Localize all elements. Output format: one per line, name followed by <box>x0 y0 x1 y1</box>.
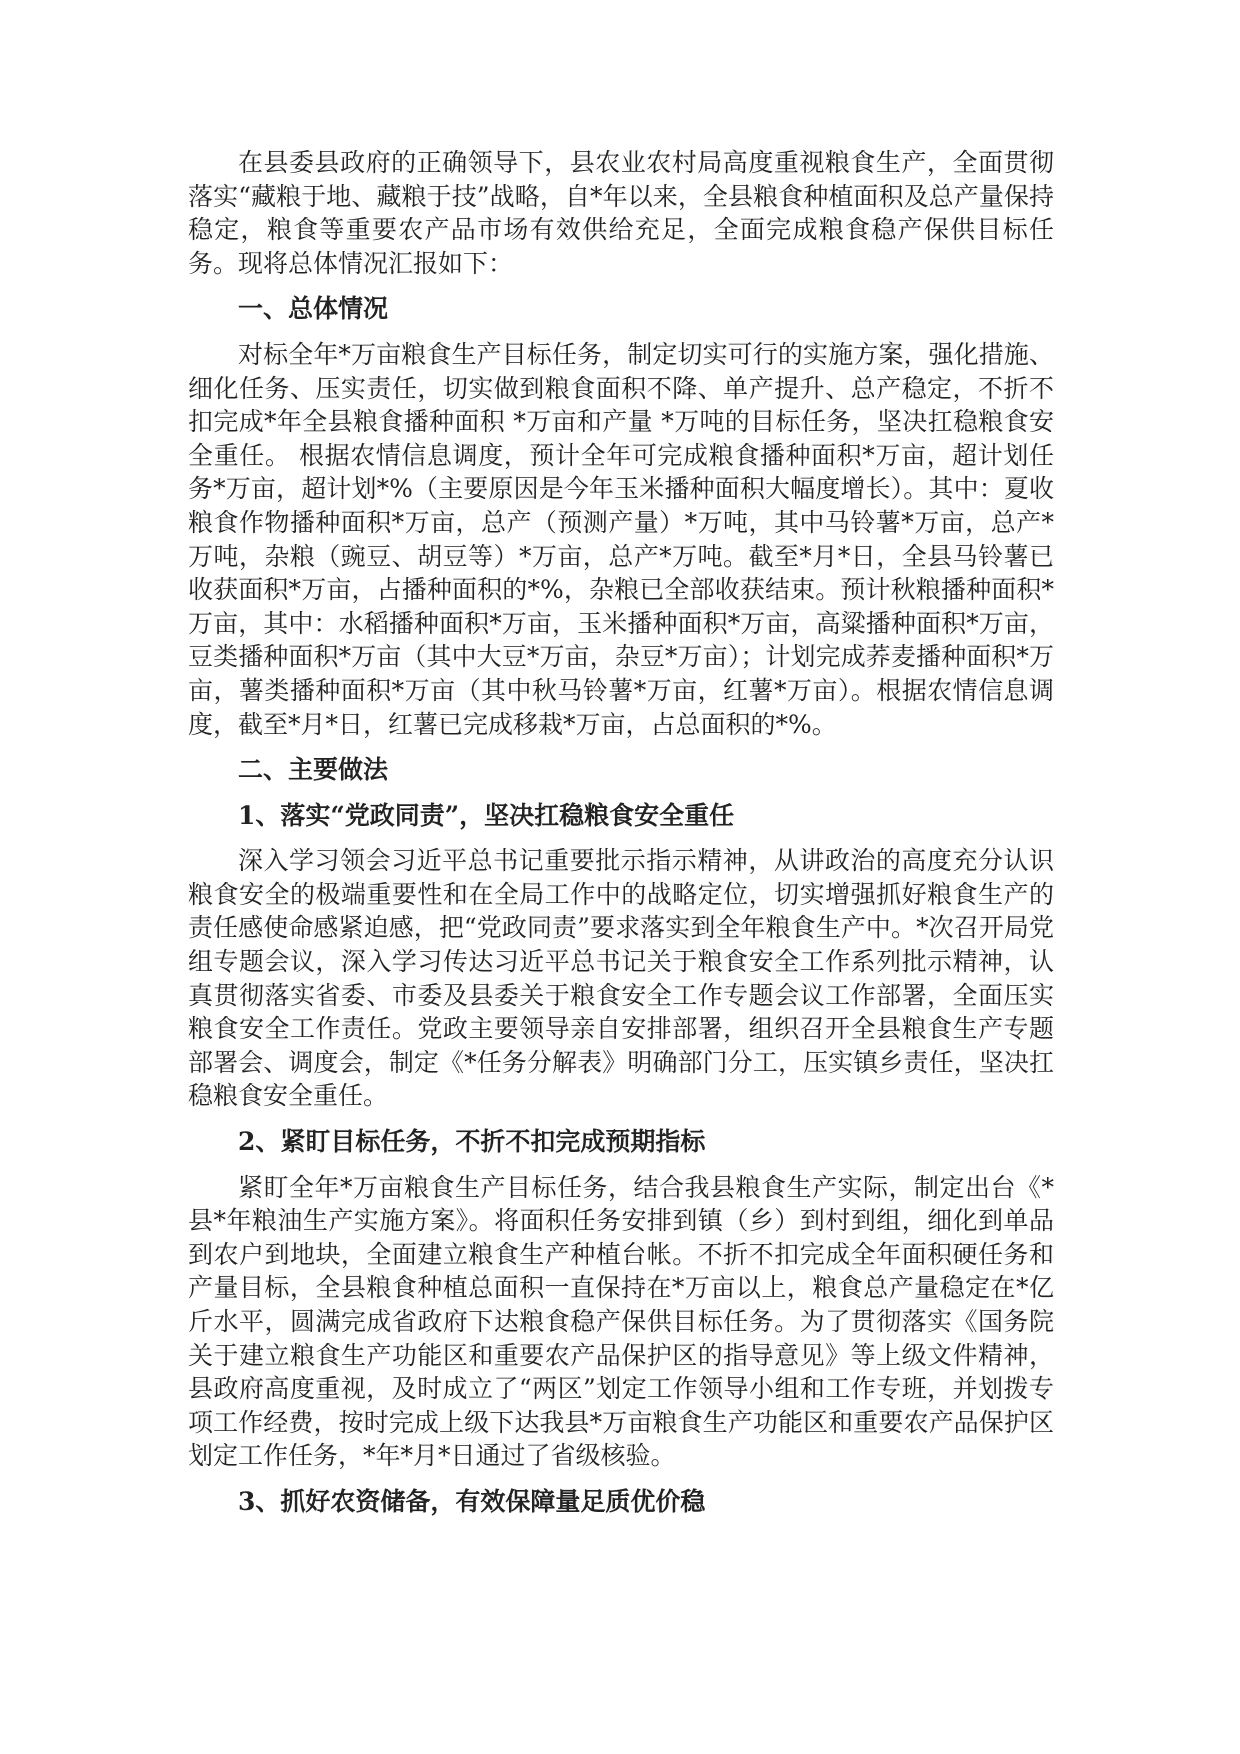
section-heading-overview: 一、总体情况 <box>238 294 389 324</box>
subheading-agricultural-supplies: 3、抓好农资储备，有效保障量足质优价稳 <box>238 1486 706 1516</box>
overview-paragraph: 对标全年*万亩粮食生产目标任务，制定切实可行的实施方案，强化措施、细化任务、压实责任，切实做到粮食面积不降、单产提升、总产稳定，不折不扣完成*年全县粮食播种面积 *万亩和产量 *万吨的目标任务，坚决扛稳粮食安全重任。 根据农情信息调度，预计全年可完成粮食播种面积*万亩，超计划任务*万亩，超计划*%（主要原因是今年玉米播种面积大幅度增长）。其中：夏收粮食作物播种面积*万亩，总产（预测产量）*万吨，其中马铃薯*万亩，总产*万吨，杂粮（豌豆、胡豆等）*万亩，总产*万吨。截至*月*日，全县马铃薯已收获面积*万亩，占播种面积的*%，杂粮已全部收获结束。预计秋粮播种面积*万亩，其中：水稻播种面积*万亩，玉米播种面积*万亩，高粱播种面积*万亩，豆类播种面积*万亩（其中大豆*万亩，杂豆*万亩）；计划完成荞麦播种面积*万亩，薯类播种面积*万亩（其中秋马铃薯*万亩，红薯*万亩）。根据农情信息调度，截至*月*日，红薯已完成移栽*万亩，占总面积的*%。 <box>188 339 1054 739</box>
subheading-target-tasks: 2、紧盯目标任务，不折不扣完成预期指标 <box>238 1127 706 1157</box>
target-tasks-paragraph: 紧盯全年*万亩粮食生产目标任务，结合我县粮食生产实际，制定出台《*县*年粮油生产实施方案》。将面积任务安排到镇（乡）到村到组，细化到单品到农户到地块，全面建立粮食生产种植台帐。不折不扣完成全年面积硬任务和产量目标，全县粮食种植总面积一直保持在*万亩以上，粮食总产量稳定在*亿斤水平，圆满完成省政府下达粮食稳产保供目标任务。为了贯彻落实《国务院关于建立粮食生产功能区和重要农产品保护区的指导意见》等上级文件精神，县政府高度重视，及时成立了“两区”划定工作领导小组和工作专班，并划拨专项工作经费，按时完成上级下达我县*万亩粮食生产功能区和重要农产品保护区划定工作任务，*年*月*日通过了省级核验。 <box>188 1172 1054 1471</box>
section-heading-main-practices: 二、主要做法 <box>238 755 389 785</box>
party-responsibility-paragraph: 深入学习领会习近平总书记重要批示指示精神，从讲政治的高度充分认识粮食安全的极端重要性和在全局工作中的战略定位，切实增强抓好粮食生产的责任感使命感紧迫感，把“党政同责”要求落实到全年粮食生产中。*次召开局党组专题会议，深入学习传达习近平总书记关于粮食安全工作系列批示精神，认真贯彻落实省委、市委及县委关于粮食安全工作专题会议工作部署，全面压实粮食安全工作责任。党政主要领导亲自安排部署，组织召开全县粮食生产专题部署会、调度会，制定《*任务分解表》明确部门分工，压实镇乡责任，坚决扛稳粮食安全重任。 <box>188 846 1054 1111</box>
subheading-party-responsibility: 1、落实“党政同责”，坚决扛稳粮食安全重任 <box>238 800 735 830</box>
intro-paragraph: 在县委县政府的正确领导下，县农业农村局高度重视粮食生产，全面贯彻落实“藏粮于地、藏粮于技”战略，自*年以来，全县粮食种植面积及总产量保持稳定，粮食等重要农产品市场有效供给充足，全面完成粮食稳产保供目标任务。现将总体情况汇报如下： <box>188 148 1054 278</box>
document-page <box>188 146 1054 1531</box>
